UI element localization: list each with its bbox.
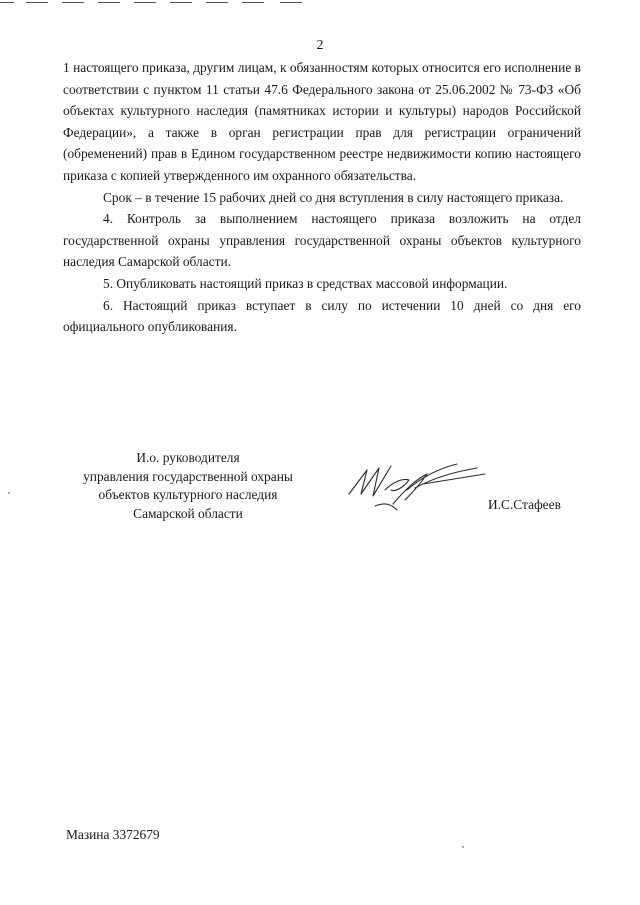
signatory-title-line: И.о. руководителя — [136, 450, 240, 465]
signatory-title-line: объектов культурного наследия — [98, 487, 278, 502]
signatory-title-line: Самарской области — [133, 505, 243, 521]
signer-name: И.С.Стафеев — [488, 497, 561, 512]
paragraph-item-6: 6. Настоящий приказ вступает в силу по истечении 10 дней со дня его официального опубликования. — [63, 297, 581, 335]
signatory-title-line: управления государственной охраны — [83, 468, 293, 484]
paragraph-item-4: 4. Контроль за выполнением настоящего приказа возложить на отдел государственной охраны управления государственной охраны объектов культурного наследия Самарской области. — [63, 211, 581, 270]
signatory-title — [60, 449, 316, 523]
paragraph-item-5: 5. Опубликовать настоящий приказ в средствах массовой информации. — [103, 275, 508, 291]
scan-edge-marks — [0, 0, 640, 8]
page-number: 2 — [316, 38, 324, 53]
paragraph-deadline: Срок – в течение 15 рабочих дней со дня вступления в силу настоящего приказа. — [103, 189, 564, 205]
document-body — [63, 57, 581, 338]
scan-speck — [462, 846, 464, 848]
scan-speck — [8, 492, 10, 494]
paragraph-continuation: 1 настоящего приказа, другим лицам, к обязанностям которых относится его исполнение в соответствии с пунктом 11 статьи 47.6 Федерального закона от 25.06.2002 № 73-ФЗ «Об объектах культурного наследия (памятниках истории и культуры) народов Российской Федерации», а также в орган регистрации прав для регистрации ограничений (обременений) прав в Едином государственном реестре недвижимости копию настоящего приказа с копией утвержденного им охранного обязательства. — [63, 60, 581, 183]
handwritten-signature — [345, 460, 490, 512]
executor-note: Мазина 3372679 — [66, 827, 160, 842]
